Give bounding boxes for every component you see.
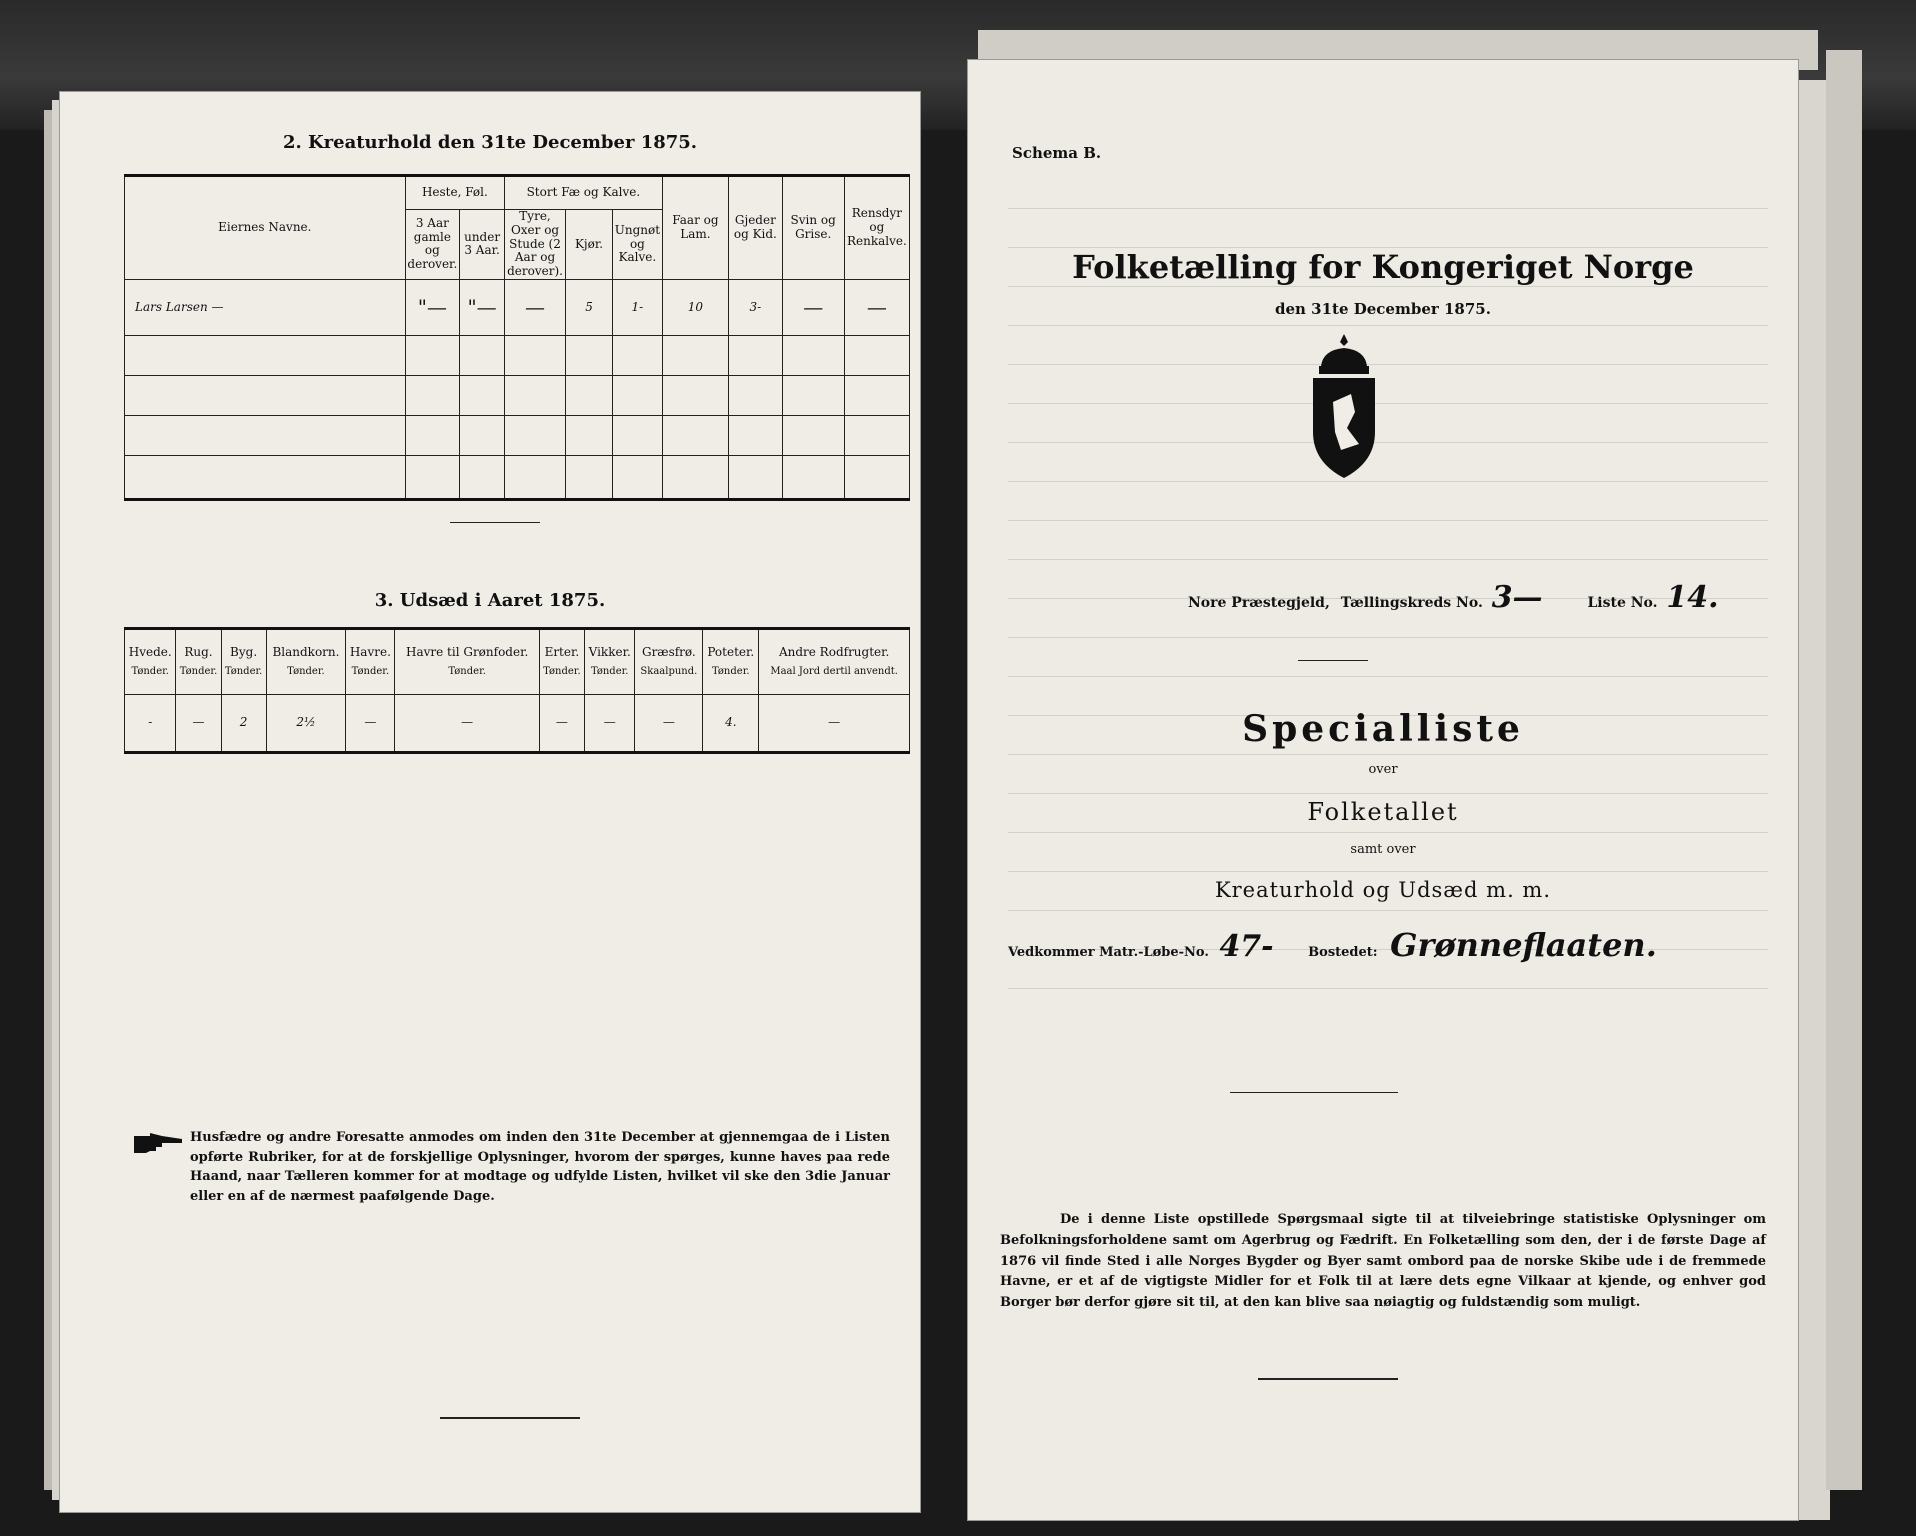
young-cattle-header: Ungnøt og Kalve. — [613, 210, 663, 280]
seed-value-cell: 2½ — [266, 695, 346, 753]
seed-column-header — [176, 629, 221, 695]
bottom-rule — [1258, 1378, 1398, 1380]
seed-crop-label: Hvede. — [128, 645, 172, 660]
seed-column-header — [539, 629, 584, 695]
specialliste-heading: Specialliste — [1242, 708, 1524, 750]
seed-unit-label: Tønder. — [351, 666, 390, 678]
census-date: den 31te December 1875. — [1275, 300, 1491, 318]
reindeer-header: Rensdyr og Renkalve. — [844, 176, 909, 280]
district-line — [1188, 580, 1719, 615]
seed-crop-label: Græsfrø. — [641, 645, 696, 660]
livestock-title: 2. Kreaturhold den 31te December 1875. — [282, 132, 698, 153]
bulls-header: Tyre, Oxer og Stude (2 Aar og derover). — [505, 210, 566, 280]
seed-unit-label: Tønder. — [590, 666, 629, 678]
seed-value-cell: — — [176, 695, 221, 753]
table-row — [125, 415, 910, 455]
seed-column-header — [703, 629, 759, 695]
folketallet-heading: Folketallet — [1307, 798, 1459, 826]
cows-header: Kjør. — [565, 210, 612, 280]
seed-title: 3. Udsæd i Aaret 1875. — [374, 590, 606, 611]
seed-unit-label: Tønder. — [179, 666, 218, 678]
bottom-rule — [440, 1417, 580, 1419]
seed-crop-label: Blandkorn. — [272, 645, 340, 660]
seed-column-header — [395, 629, 539, 695]
horses-header: Heste, Føl. — [405, 176, 504, 210]
list-label: Liste No. — [1587, 595, 1658, 611]
seed-column-header — [635, 629, 703, 695]
seed-column-header — [584, 629, 635, 695]
seed-value-cell: — — [759, 695, 910, 753]
horses-young-header: under 3 Aar. — [460, 210, 505, 280]
seed-value-cell: — — [584, 695, 635, 753]
samt-over-label: samt over — [1350, 842, 1416, 857]
parish-label: Nore Præstegjeld, — [1188, 595, 1330, 611]
horses-old-header: 3 Aar gamle og derover. — [405, 210, 459, 280]
seed-column-header — [221, 629, 266, 695]
divider-rule — [1230, 1092, 1398, 1093]
pigs-cell: — — [782, 279, 844, 335]
table-row — [125, 455, 910, 499]
horses-young-cell: "— — [460, 279, 505, 335]
goats-header: Gjeder og Kid. — [729, 176, 783, 280]
livestock-table — [124, 174, 910, 501]
seed-column-header — [759, 629, 910, 695]
district-label: Tællingskreds No. — [1340, 595, 1483, 611]
seed-unit-label: Tønder. — [448, 666, 486, 678]
pointing-hand-icon — [132, 1132, 184, 1154]
seed-crop-label: Rug. — [184, 645, 213, 660]
right-page — [968, 60, 1798, 1520]
seed-unit-label: Tønder. — [131, 666, 169, 678]
seed-unit-label: Maal Jord dertil anvendt. — [770, 666, 898, 678]
matrikkel-line — [1008, 926, 1768, 964]
seed-crop-label: Erter. — [544, 645, 580, 660]
cows-cell: 5 — [565, 279, 612, 335]
sheep-header: Faar og Lam. — [662, 176, 728, 280]
divider-rule — [1298, 660, 1368, 661]
cattle-header: Stort Fæ og Kalve. — [505, 176, 663, 210]
table-row — [125, 335, 910, 375]
sheep-cell: 10 — [662, 279, 728, 335]
seed-crop-label: Poteter. — [707, 645, 755, 660]
pigs-header: Svin og Grise. — [782, 176, 844, 280]
seed-crop-label: Havre. — [349, 645, 391, 660]
left-page — [60, 92, 920, 1512]
seed-value-cell: 4. — [703, 695, 759, 753]
matr-number: 47- — [1219, 929, 1274, 964]
seed-unit-label: Tønder. — [543, 666, 581, 678]
seed-value-cell: — — [395, 695, 539, 753]
seed-value-cell: — — [346, 695, 395, 753]
bulls-cell: — — [505, 279, 566, 335]
table-row — [125, 279, 910, 335]
kreaturhold-heading: Kreaturhold og Udsæd m. m. — [1214, 878, 1552, 902]
seed-value-cell: — — [539, 695, 584, 753]
goats-cell: 3- — [729, 279, 783, 335]
list-number: 14. — [1666, 580, 1719, 615]
census-title: Folketælling for Kongeriget Norge — [1072, 248, 1694, 286]
seed-crop-label: Andre Rodfrugter. — [778, 645, 890, 660]
district-number: 3— — [1491, 580, 1543, 615]
seed-value-cell: - — [125, 695, 176, 753]
seed-value-cell: — — [635, 695, 703, 753]
matr-label: Vedkommer Matr.-Løbe-No. — [1008, 945, 1209, 960]
owner-header: Eiernes Navne. — [125, 176, 406, 280]
bosted-label: Bostedet: — [1308, 945, 1378, 960]
seed-crop-label: Vikker. — [588, 645, 631, 660]
notice-text: Husfædre og andre Foresatte anmodes om inden den 31te December at gjennemgaa de i Listen opførte Rubriker, for at de forskjellige Oplysninger, hvorom der spørges, kunne haves paa rede Haand, naar Tælleren kommer for at modtage og udfylde Listen, hvilket vil ske den 3die Januar eller en af de nærmest paafølgende Dage. — [190, 1130, 890, 1204]
schema-label: Schema B. — [1012, 144, 1102, 162]
seed-unit-label: Tønder. — [224, 666, 263, 678]
seed-unit-label: Tønder. — [287, 666, 325, 678]
young-cattle-cell: 1- — [613, 279, 663, 335]
seed-crop-label: Havre til Grønfoder. — [406, 645, 529, 660]
divider-rule — [450, 522, 540, 523]
seed-crop-label: Byg. — [230, 645, 258, 660]
seed-column-header — [125, 629, 176, 695]
bosted-value: Grønneflaaten. — [1390, 926, 1657, 964]
seed-table — [124, 627, 910, 754]
seed-value-cell: 2 — [221, 695, 266, 753]
seed-unit-label: Tønder. — [712, 666, 750, 678]
seed-column-header — [266, 629, 346, 695]
table-row — [125, 375, 910, 415]
seed-unit-label: Skaalpund. — [640, 666, 698, 678]
census-paragraph: De i denne Liste opstillede Spørgsmaal sigte til at tilveiebringe statistiske Oplysninger om Befolkningsforholdene samt om Agerbrug og Fædrift. En Folketælling som den, der i de første Dage af 1876 vil finde Sted i alle Norges Bygder og Byer samt ombord paa de norske Skibe ude i de fremmede Havne, er et af de vigtigste Midler for et Folk til at lære dets egne Vilkaar at kjende, og enhver god Borger bør derfor gjøre sit til, at den kan blive saa nøiagtig og fuldstændig som muligt. — [1000, 1212, 1766, 1311]
seed-column-header — [346, 629, 395, 695]
page-edge-right-2 — [1826, 50, 1862, 1490]
coat-of-arms-icon — [1303, 332, 1385, 480]
horses-old-cell: "— — [405, 279, 459, 335]
over-label: over — [1368, 762, 1398, 777]
owner-cell: Lars Larsen — — [125, 279, 406, 335]
reindeer-cell: — — [844, 279, 909, 335]
